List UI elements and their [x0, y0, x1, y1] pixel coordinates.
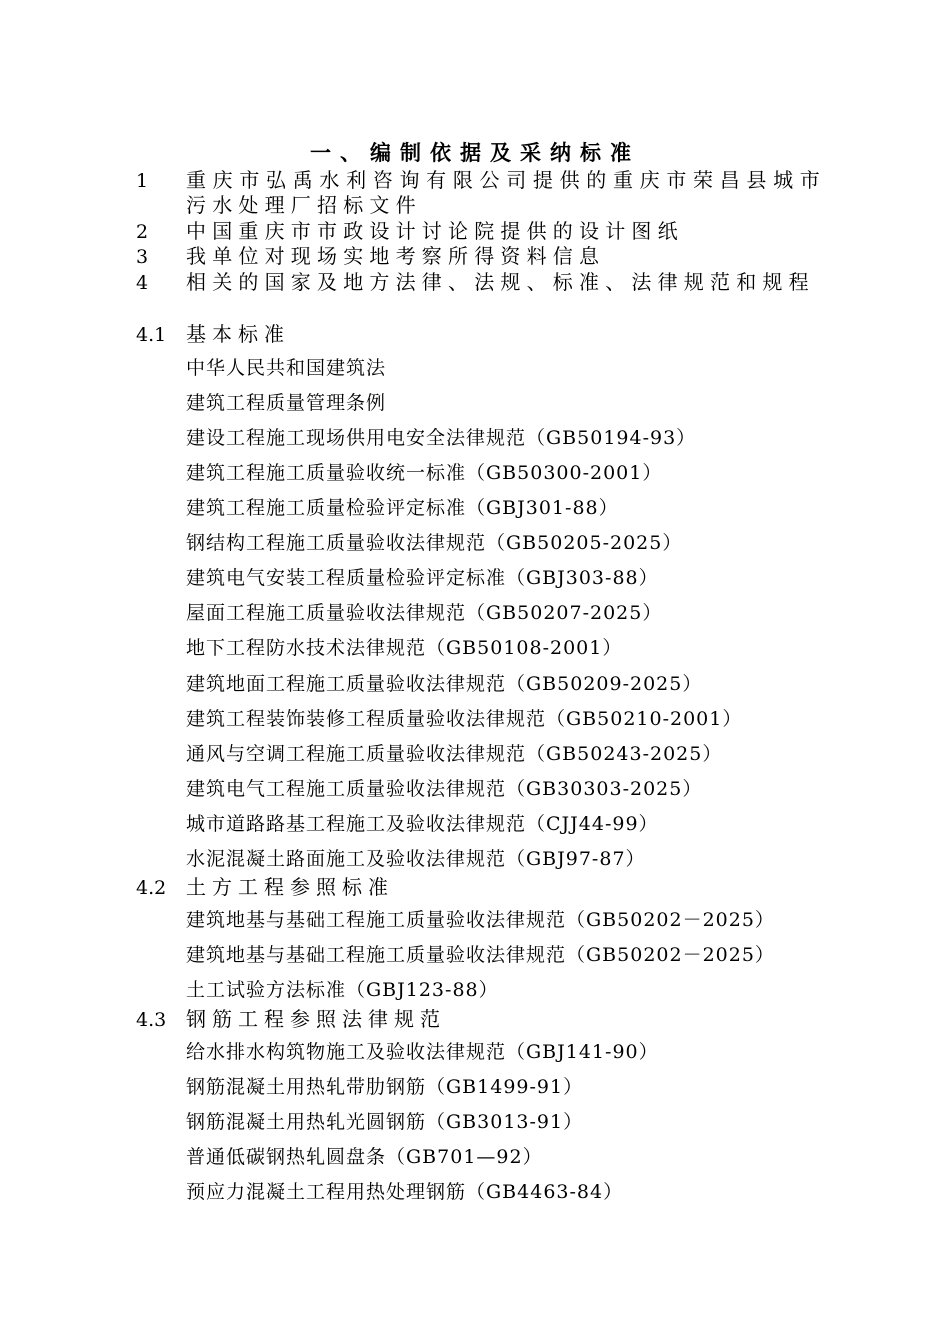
page-title: 一、编制依据及采纳标准	[310, 140, 640, 165]
list-item-text: 我单位对现场实地考察所得资料信息	[186, 244, 606, 268]
list-item-text: 相关的国家及地方法律、法规、标准、法律规范和规程	[186, 270, 815, 294]
list-number: 4	[136, 272, 149, 294]
list-item: 建设工程施工现场供用电安全法律规范（GB50194-93）	[186, 427, 697, 449]
list-item: 建筑工程施工质量检验评定标准（GBJ301-88）	[186, 497, 619, 519]
section-title: 土方工程参照标准	[186, 875, 394, 899]
list-item: 地下工程防水技术法律规范（GB50108-2001）	[186, 637, 623, 659]
section-title: 钢筋工程参照法律规范	[186, 1007, 446, 1031]
list-item: 屋面工程施工质量验收法律规范（GB50207-2025）	[186, 602, 663, 624]
list-item: 钢筋混凝土用热轧带肋钢筋（GB1499-91）	[186, 1076, 584, 1098]
list-item: 钢结构工程施工质量验收法律规范（GB50205-2025）	[186, 532, 683, 554]
list-item: 建筑地基与基础工程施工质量验收法律规范（GB50202－2025）	[186, 944, 775, 966]
list-item: 建筑电气工程施工质量验收法律规范（GB30303-2025）	[186, 778, 703, 800]
list-item: 建筑地面工程施工质量验收法律规范（GB50209-2025）	[186, 673, 703, 695]
list-item: 钢筋混凝土用热轧光圆钢筋（GB3013-91）	[186, 1111, 584, 1133]
list-number: 2	[136, 221, 149, 243]
list-item: 建筑工程施工质量验收统一标准（GB50300-2001）	[186, 462, 663, 484]
list-item: 预应力混凝土工程用热处理钢筋（GB4463-84）	[186, 1181, 624, 1203]
list-item: 通风与空调工程施工质量验收法律规范（GB50243-2025）	[186, 743, 723, 765]
list-item: 建筑地基与基础工程施工质量验收法律规范（GB50202－2025）	[186, 909, 775, 931]
section-title: 基本标准	[186, 322, 290, 346]
list-item: 建筑工程质量管理条例	[186, 392, 387, 414]
section-number: 4.2	[136, 877, 167, 899]
list-number: 3	[136, 246, 149, 268]
section-heading	[136, 874, 394, 901]
section-heading	[136, 1006, 446, 1033]
list-item: 城市道路路基工程施工及验收法律规范（CJJ44-99）	[186, 813, 659, 835]
list-item: 水泥混凝土路面施工及验收法律规范（GBJ97-87）	[186, 848, 646, 870]
list-item: 建筑电气安装工程质量检验评定标准（GBJ303-88）	[186, 567, 659, 589]
list-item: 中华人民共和国建筑法	[186, 357, 387, 379]
list-item: 土工试验方法标准（GBJ123-88）	[186, 979, 499, 1001]
list-item-text: 重庆市弘禹水利咨询有限公司提供的重庆市荣昌县城市污水处理厂招标文件	[186, 168, 826, 217]
list-item: 建筑工程装饰装修工程质量验收法律规范（GB50210-2001）	[186, 708, 743, 730]
list-number: 1	[136, 170, 149, 192]
section-heading	[136, 321, 290, 348]
section-number: 4.1	[136, 324, 167, 346]
list-item: 给水排水构筑物施工及验收法律规范（GBJ141-90）	[186, 1041, 659, 1063]
section-number: 4.3	[136, 1009, 167, 1031]
list-item-text: 中国重庆市市政设计讨论院提供的设计图纸	[186, 219, 684, 243]
list-item: 普通低碳钢热轧圆盘条（GB701—92）	[186, 1146, 543, 1168]
